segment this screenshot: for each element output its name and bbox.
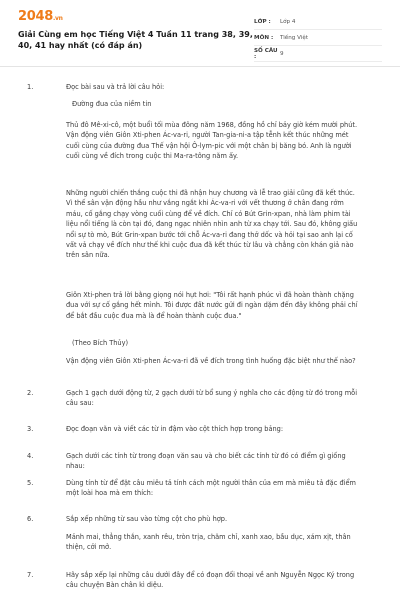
question-1-prompt: Đọc bài sau và trả lời câu hỏi: [66,83,165,91]
meta-table [254,14,382,62]
question-1-text: Vận động viên Giôn Xti-phen Ác-va-ri đã về đích trong tình huống đặc biệt như thế nào? [66,357,356,365]
header [0,0,400,64]
question-6-text: Sắp xếp những từ sau vào từng cột cho phù hợp. [66,515,228,523]
meta-label: MÔN : [254,34,274,41]
meta-label: SỐ CÂU : [254,47,278,60]
header-divider [0,66,400,67]
question-number: 2. [27,389,34,397]
question-number: 1. [27,83,34,91]
question-number: 6. [27,515,34,523]
story-title: Đường đua của niềm tin [72,100,152,108]
site-logo[interactable] [18,10,63,26]
question-2-text: Gạch 1 gạch dưới động từ, 2 gạch dưới từ bổ sung ý nghĩa cho các động từ đó trong mỗi câu sau: [66,389,358,408]
question-7-text: Hãy sắp xếp lại những câu dưới đây để có đoạn đối thoại về anh Nguyễn Ngọc Ký trong câu chuyện Bàn chân kì diệu. [66,571,355,590]
question-4-text: Gạch dưới các tính từ trong đoạn văn sau và cho biết các tính từ đó có điểm gì giống nhau: [66,452,346,471]
question-6-words: Mảnh mai, thẳng thắn, xanh rêu, tròn trịa, chăm chỉ, xanh xao, bầu dục, xám xịt, thân thiện, cởi mở. [66,533,351,552]
question-number: 7. [27,571,34,579]
story-paragraph-1: Thủ đô Mê-xi-cô, một buổi tối mùa đông năm 1968, đồng hồ chỉ bảy giờ kém mười phút. Vận động viên Giôn Xti-phen Ác-va-ri, người Tan-gia-ni-a tập tễnh kết thúc những mét cuối cùng của đường đua Thế vận hội Ô-lym-pic với một chân bị băng bó. Anh là người cuối cùng về đích trong cuộc thi Ma-ra-tông năm ấy. [66,121,358,161]
question-number: 4. [27,452,34,460]
story-paragraph-2: Những người chiến thắng cuộc thi đã nhận huy chương và lễ trao giải cũng đã kết thúc. Vì thế sân vận động hầu như vắng ngắt khi Ác-va-ri với vết thương ở chân đang rớm máu, cố gắng chạy vòng cuối cùng để về đích. Chỉ có Bút Grin-xpan, nhà làm phim tài liệu nổi tiếng là còn tại đó, đang ngạc nhiên nhìn anh từ xa chạy tới. Sau đó, không giấu nổi sự tò mò, Bút Grin-xpan bước tới chỗ Ác-va-ri đang thở dốc và hỏi tại sao anh lại cố vất vả chạy về đích như thế khi cuộc đua đã kết thúc từ lâu và chẳng còn khán giả nào trên sân nữa. [66,189,358,260]
meta-row-subject [254,30,382,46]
story-author: (Theo Bích Thủy) [72,339,129,347]
logo-tld: .vn [52,15,63,22]
meta-label: LỚP : [254,18,271,25]
page-title: Giải Cùng em học Tiếng Việt 4 Tuần 11 trang 38, 39, 40, 41 hay nhất (có đáp án) [18,30,253,50]
meta-value: 9 [280,50,284,57]
question-3-text: Đọc đoạn văn và viết các từ in đậm vào cột thích hợp trong bảng: [66,425,284,433]
question-number: 5. [27,479,34,487]
question-5-text: Dùng tính từ để đặt câu miêu tả tính cách một người thân của em mà miêu tả đặc điểm một loài hoa mà em thích: [66,479,356,498]
story-paragraph-3: Giôn Xti-phen trả lời bằng giọng nói hụt hơi: "Tôi rất hạnh phúc vì đã hoàn thành chặng đua với sự cố gắng hết mình. Tôi được đất nước gửi đi ngàn dặm đến đây không phải chỉ để bắt đầu cuộc đua mà là để hoàn thành cuộc đua." [66,291,358,320]
logo-main: 2048 [18,9,53,24]
meta-value: Lớp 4 [280,18,296,25]
meta-row-count [254,46,382,62]
question-number: 3. [27,425,34,433]
meta-value: Tiếng Việt [280,34,309,41]
meta-row-class [254,14,382,30]
